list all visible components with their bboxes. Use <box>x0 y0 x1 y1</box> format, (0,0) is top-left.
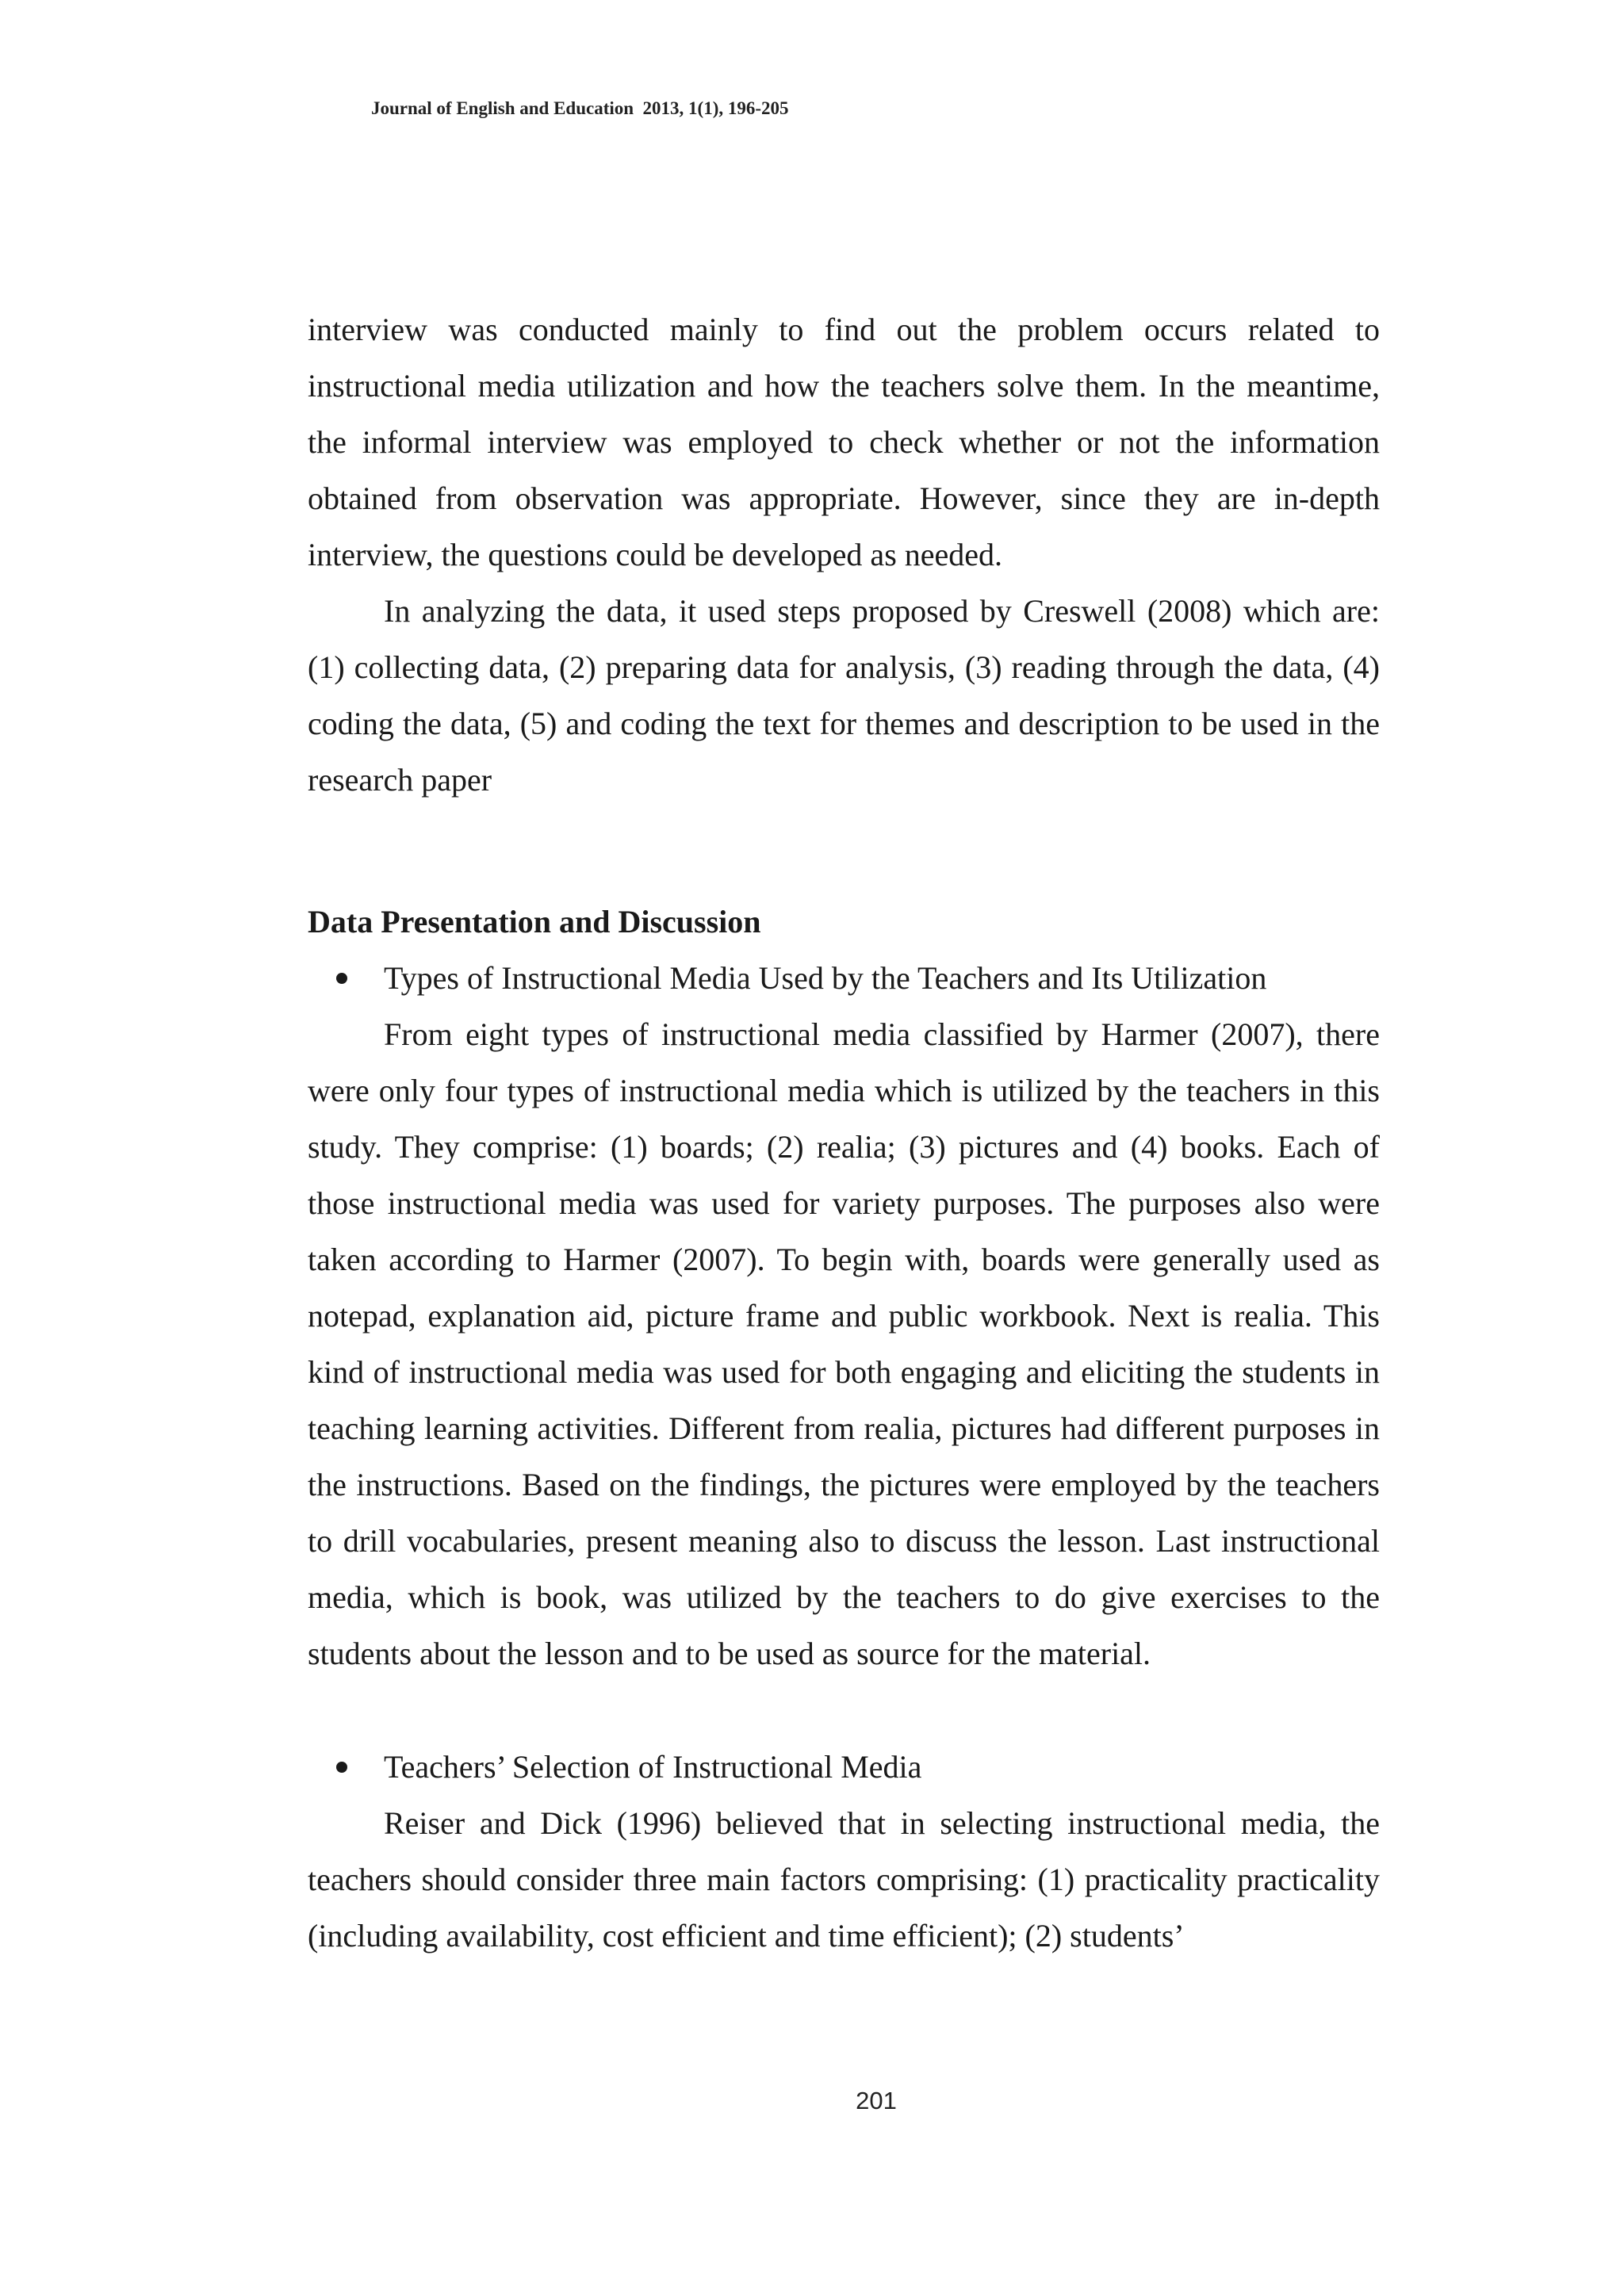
body-text <box>308 301 1380 1964</box>
bullet-icon <box>336 1762 347 1773</box>
section-spacer <box>308 808 1380 894</box>
running-head: Journal of English and Education 2013, 1(1), 196-205 <box>371 98 789 118</box>
section-spacer <box>308 1682 1380 1739</box>
page-number: 201 <box>856 2087 897 2114</box>
bullet-text: Teachers’ Selection of Instructional Media <box>384 1749 922 1785</box>
bullet-item <box>308 1739 1380 1795</box>
bullet-icon <box>336 973 347 984</box>
paragraph: In analyzing the data, it used steps proposed by Creswell (2008) which are: (1) collecting data, (2) preparing data for analysis, (3) reading through the data, (4) coding the data, (5) and coding the text for themes and description to be used in the research paper <box>308 593 1380 798</box>
paragraph: Reiser and Dick (1996) believed that in selecting instructional media, the teachers should consider three main factors comprising: (1) practicality practicality (including availability, cost efficient and time efficient); (2) students’ <box>308 1805 1380 1954</box>
paragraph: From eight types of instructional media classified by Harmer (2007), there were only four types of instructional media which is utilized by the teachers in this study. They comprise: (1) boards; (2) realia; (3) pictures and (4) books. Each of those instructional media was used for variety purposes. The purposes also were taken according to Harmer (2007). To begin with, boards were generally used as notepad, explanation aid, picture frame and public workbook. Next is realia. This kind of instructional media was used for both engaging and eliciting the students in teaching learning activities. Different from realia, pictures had different purposes in the instructions. Based on the findings, the pictures were employed by the teachers to drill vocabularies, present meaning also to discuss the lesson. Last instructional media, which is book, was utilized by the teachers to do give exercises to the students about the lesson and to be used as source for the material. <box>308 1016 1380 1671</box>
section-heading: Data Presentation and Discussion <box>308 904 761 939</box>
paragraph: interview was conducted mainly to find out the problem occurs related to instructional media utilization and how the teachers solve them. In the meantime, the informal interview was employed to check whether or not the information obtained from observation was appropriate. However, since they are in-depth interview, the questions could be developed as needed. <box>308 312 1380 572</box>
bullet-item <box>308 950 1380 1006</box>
bullet-text: Types of Instructional Media Used by the Teachers and Its Utilization <box>384 960 1267 996</box>
